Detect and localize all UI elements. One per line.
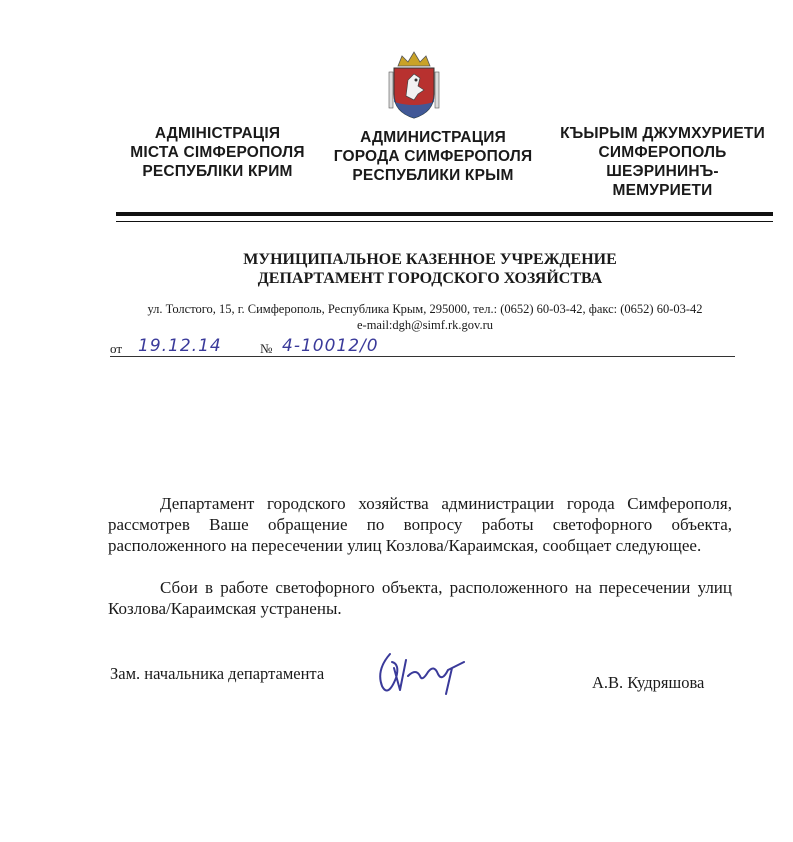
admin-header-ru-line: РЕСПУБЛИКИ КРЫМ (352, 167, 514, 184)
letterhead-divider-thin (116, 221, 773, 222)
admin-header-russian (318, 128, 548, 185)
handwritten-date: 19.12.14 (138, 336, 222, 356)
handwritten-signature (372, 648, 482, 700)
admin-header-ua-line: АДМІНІСТРАЦІЯ (154, 125, 281, 142)
admin-header-ukrainian (110, 124, 325, 181)
reference-underline (110, 356, 735, 357)
date-label: от (110, 341, 123, 356)
admin-header-ua-line: МІСТА СІМФЕРОПОЛЯ (130, 144, 305, 161)
number-label: № (260, 341, 273, 356)
admin-header-ru-line: АДМИНИСТРАЦИЯ (360, 129, 506, 146)
department-title-line2: ДЕПАРТАМЕНТ ГОРОДСКОГО ХОЗЯЙСТВА (257, 270, 603, 287)
admin-header-crh-line: ШЕЭРИНИНЪ- (606, 163, 719, 180)
letterhead-divider-thick (116, 212, 773, 216)
department-email: e-mail:dgh@simf.rk.gov.ru (356, 318, 494, 332)
reference-line (110, 338, 735, 362)
admin-header-crimean-tatar (545, 124, 780, 200)
admin-header-ru-line: ГОРОДА СИМФЕРОПОЛЯ (333, 148, 533, 165)
admin-header-crh-line: МЕМУРИЕТИ (612, 182, 713, 199)
department-address: ул. Толстого, 15, г. Симферополь, Республика Крым, 295000, тел.: (0652) 60-03-42, факс: (0652) 60-03-42 (147, 302, 703, 316)
body-paragraph-2: Сбои в работе светофорного объекта, расположенного на пересечении улиц Козлова/Караимская устранены. (108, 578, 732, 618)
admin-header-crh-line: КЪЫРЫМ ДЖУМХУРИЕТИ (560, 125, 765, 142)
body-paragraph-1: Департамент городского хозяйства администрации города Симферополя, рассмотрев Ваше обращение по вопросу работы светофорного объекта, расположенного на пересечении улиц Козлова/Караимская, сообщает следующее. (108, 494, 732, 555)
signatory-title: Зам. начальника департамента (110, 664, 325, 683)
handwritten-reference-number: 4-10012/0 (282, 336, 379, 356)
department-title-line1: МУНИЦИПАЛЬНОЕ КАЗЕННОЕ УЧРЕЖДЕНИЕ (243, 251, 617, 268)
crimea-coat-of-arms-icon (388, 50, 440, 120)
admin-header-ua-line: РЕСПУБЛІКИ КРИМ (142, 163, 293, 180)
admin-header-crh-line: СИМФЕРОПОЛЬ (598, 144, 727, 161)
signatory-name: А.В. Кудряшова (592, 673, 705, 692)
